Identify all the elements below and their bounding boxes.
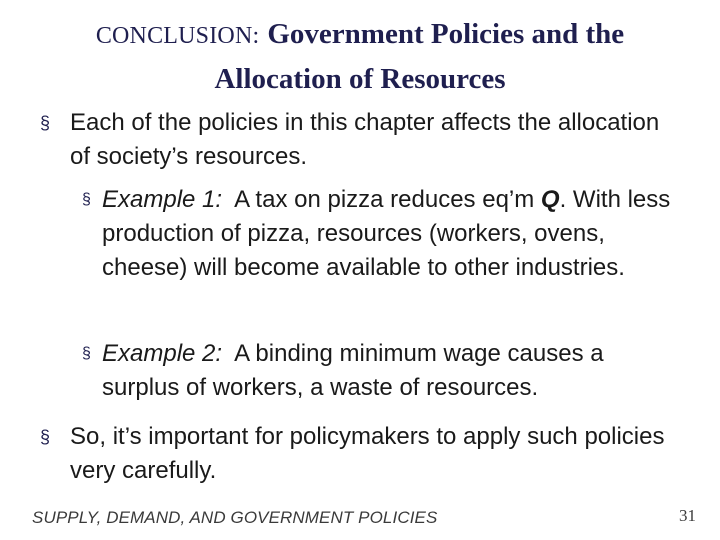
example-text: A binding minimum wage causes a surplus of workers, a waste of resources. <box>102 340 604 401</box>
bullet-marker-icon: § <box>40 427 51 447</box>
bullet-policies-affect-allocation <box>40 106 670 174</box>
example-text-part-1: A tax on pizza reduces eq’m <box>234 186 541 213</box>
footer-chapter-title: SUPPLY, DEMAND, AND GOVERNMENT POLICIES <box>32 508 438 527</box>
bullet-policymakers-careful <box>40 420 670 488</box>
example-label: Example 2: <box>102 340 223 367</box>
example-label: Example 1: <box>102 186 223 213</box>
title-line-1 <box>0 14 720 59</box>
title-line-2: Allocation of Resources <box>214 63 506 95</box>
bullet-example-2 <box>82 337 682 405</box>
bullet-text: So, it’s important for policymakers to apply such policies very carefully. <box>70 423 665 484</box>
slide-title <box>0 14 720 99</box>
title-prefix: CONCLUSION: <box>95 23 260 49</box>
quantity-symbol: Q <box>540 186 560 213</box>
bullet-text: Each of the policies in this chapter affects the allocation of society’s resources. <box>70 109 660 170</box>
bullet-marker-icon: § <box>82 191 91 208</box>
bullet-marker-icon: § <box>82 345 91 362</box>
example-text-part-2: . With less production of pizza, resources (workers, ovens, cheese) will become available to other industries. <box>102 186 671 281</box>
bullet-marker-icon: § <box>40 113 51 133</box>
title-main: Government Policies and the <box>267 18 625 50</box>
bullet-example-1 <box>82 183 682 285</box>
page-number: 31 <box>679 506 696 525</box>
